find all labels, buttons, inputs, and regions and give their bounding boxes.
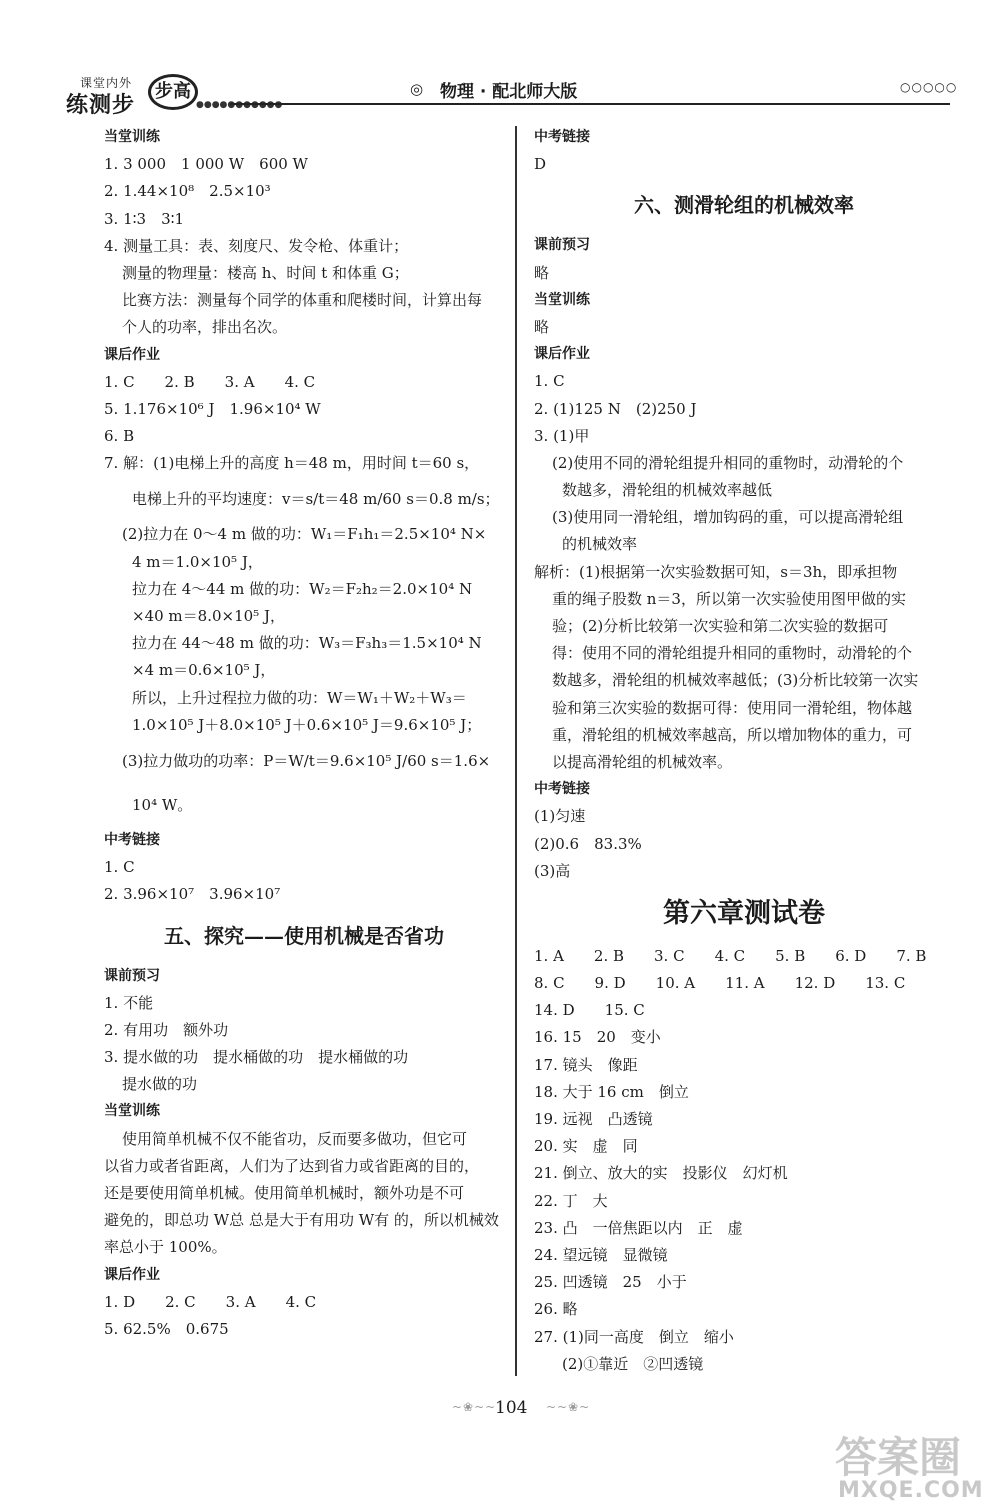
answer-line: 18. 大于 16 cm 倒立 xyxy=(534,1082,689,1101)
answer-line: 19. 远视 凸透镜 xyxy=(534,1110,653,1128)
answer-line: 6. B xyxy=(104,427,135,446)
answer-line: 25. 凹透镜 25 小于 xyxy=(534,1273,687,1292)
answer-line: 2. 3.96×10⁷ 3.96×10⁷ xyxy=(104,885,281,904)
answer-line: ×40 m＝8.0×10⁵ J， xyxy=(132,607,285,625)
answer-line: 略 xyxy=(534,263,550,282)
answer-line: 使用简单机械不仅不能省功，反而要多做功，但它可 xyxy=(122,1129,468,1148)
answer-line: (1)匀速 xyxy=(534,807,586,826)
lesson-title: 六、测滑轮组的机械效率 xyxy=(634,193,854,218)
section-heading: 当堂训练 xyxy=(104,1103,160,1120)
header-bullet-icon: ◎ xyxy=(410,80,424,98)
answer-line: 14. D 15. C xyxy=(534,1001,645,1020)
right-column xyxy=(534,124,954,1378)
answer-line: 以提高滑轮组的机械效率。 xyxy=(552,752,733,771)
section-heading: 课前预习 xyxy=(534,237,590,254)
header-rule xyxy=(230,103,950,105)
answer-line: (2)使用不同的滑轮组提升相同的重物时，动滑轮的个 xyxy=(552,453,904,472)
answer-line: 1. 3 000 1 000 W 600 W xyxy=(104,155,308,174)
answer-line: 重的绳子股数 n＝3，所以第一次实验使用图甲做的实 xyxy=(552,589,906,608)
answer-line: 避免的，即总功 W总 总是大于有用功 W有 的，所以机械效 xyxy=(104,1211,499,1230)
section-heading: 当堂训练 xyxy=(534,291,590,308)
watermark-url: MXQE.COM xyxy=(838,1478,984,1503)
page-number-ornament-left: ~❀~~ xyxy=(452,1400,497,1414)
answer-line: 1. C 2. B 3. A 4. C xyxy=(104,372,316,391)
section-heading: 课前预习 xyxy=(104,967,160,984)
section-heading: 当堂训练 xyxy=(104,129,160,145)
left-column xyxy=(104,124,504,1343)
answer-line: 24. 望远镜 显微镜 xyxy=(534,1245,668,1264)
chapter-test-title: 第六章测试卷 xyxy=(663,897,825,929)
answer-line: 拉力在 4～44 m 做的功：W₂＝F₂h₂＝2.0×10⁴ N xyxy=(132,579,473,598)
answer-line: 1.0×10⁵ J＋8.0×10⁵ J＋0.6×10⁵ J＝9.6×10⁵ J； xyxy=(132,715,482,734)
section-heading: 中考链接 xyxy=(534,129,590,145)
watermark-logo: 答案圈 xyxy=(835,1433,962,1482)
brand-small-text: 课堂内外 xyxy=(80,76,133,90)
answer-line: 1. 不能 xyxy=(104,993,154,1012)
answer-line: 4. 测量工具：表、刻度尺、发令枪、体重计； xyxy=(104,236,409,255)
header-subject: 物理 · 配北师大版 xyxy=(440,82,578,102)
answer-line: 1. C xyxy=(104,858,135,877)
answer-line: 5. 62.5% 0.675 xyxy=(104,1319,229,1338)
section-heading: 中考链接 xyxy=(534,781,590,798)
answer-line: 3. 1∶3 3∶1 xyxy=(104,209,185,228)
section-heading: 课后作业 xyxy=(104,346,160,363)
answer-line: 以省力或者省距离，人们为了达到省力或省距离的目的， xyxy=(104,1156,480,1175)
page-number-ornament-right: ~~❀~ xyxy=(546,1400,591,1414)
answer-line: 验；(2)分析比较第一次实验和第二次实验的数据可 xyxy=(552,617,889,635)
column-divider xyxy=(515,126,517,1376)
answer-line: 20. 实 虚 同 xyxy=(534,1137,638,1156)
answer-line: 16. 15 20 变小 xyxy=(534,1028,661,1047)
answer-line: 3. 提水做的功 提水桶做的功 提水桶做的功 xyxy=(104,1048,409,1067)
answer-line: 2. 1.44×10⁸ 2.5×10³ xyxy=(104,182,271,201)
answer-line: D xyxy=(534,155,547,174)
page-number: 104 xyxy=(495,1398,528,1418)
answer-line: 23. 凸 一倍焦距以内 正 虚 xyxy=(534,1218,743,1237)
answer-line: 数越多，滑轮组的机械效率越低 xyxy=(562,481,773,500)
answer-line: 21. 倒立、放大的实 投影仪 幻灯机 xyxy=(534,1164,788,1183)
brand-badge: 步高 xyxy=(148,74,198,110)
answer-line: 4 m＝1.0×10⁵ J， xyxy=(132,552,263,571)
answer-line: (2)0.6 83.3% xyxy=(534,834,642,853)
answer-line: 2. 有用功 额外功 xyxy=(104,1020,229,1039)
answer-line: 7. 解：(1)电梯上升的高度 h＝48 m，用时间 t＝60 s， xyxy=(104,454,480,473)
answer-line: ×4 m＝0.6×10⁵ J， xyxy=(132,661,276,680)
answer-line: 10⁴ W。 xyxy=(132,795,193,814)
answer-line: 27. (1)同一高度 倒立 缩小 xyxy=(534,1327,734,1346)
section-heading: 课后作业 xyxy=(104,1266,160,1283)
answer-line: (2)拉力在 0～4 m 做的功：W₁＝F₁h₁＝2.5×10⁴ N× xyxy=(122,525,487,544)
answer-line: 数越多，滑轮组的机械效率越低；(3)分析比较第一次实 xyxy=(552,671,919,690)
header-bead-ornament: ●●●●●●●●●●● xyxy=(196,100,283,110)
answer-line: 电梯上升的平均速度：v＝s/t＝48 m/60 s＝0.8 m/s； xyxy=(132,490,500,509)
lesson-title: 五、探究——使用机械是否省功 xyxy=(164,923,444,948)
answer-line: 拉力在 44～48 m 做的功：W₃＝F₃h₃＝1.5×10⁴ N xyxy=(132,634,482,653)
answer-line: 个人的功率，排出名次。 xyxy=(122,318,288,337)
answer-line: 1. D 2. C 3. A 4. C xyxy=(104,1292,317,1311)
header-dots-ornament: ○○○○○ xyxy=(900,80,958,94)
answer-line: (2)①靠近 ②凹透镜 xyxy=(562,1354,704,1373)
answer-line: 解析：(1)根据第一次实验数据可知，s＝3h，即承担物 xyxy=(534,562,898,581)
answer-line: 3. (1)甲 xyxy=(534,426,590,445)
answer-line: 2. (1)125 N (2)250 J xyxy=(534,399,697,418)
answer-line: 略 xyxy=(534,317,550,336)
answer-line: (3)拉力做功的功率：P＝W/t＝9.6×10⁵ J/60 s＝1.6× xyxy=(122,751,491,770)
answer-line: 1. C xyxy=(534,372,565,391)
answer-line: 5. 1.176×10⁶ J 1.96×10⁴ W xyxy=(104,399,321,418)
answer-line: 重，滑轮组的机械效率越高，所以增加物体的重力，可 xyxy=(552,725,913,744)
section-heading: 课后作业 xyxy=(534,346,590,363)
answer-line: 22. 丁 大 xyxy=(534,1191,608,1210)
answer-line: (3)高 xyxy=(534,861,571,880)
answer-line: 26. 略 xyxy=(534,1300,578,1319)
answer-line: 验和第三次实验的数据可得：使用同一滑轮组，物体越 xyxy=(552,698,913,717)
brand-logo-text: 练测步 xyxy=(66,93,136,118)
answer-line: 17. 镜头 像距 xyxy=(534,1055,638,1074)
answer-line: 所以，上升过程拉力做的功：W＝W₁＋W₂＋W₃＝ xyxy=(132,688,467,707)
answer-line: 比赛方法：测量每个同学的体重和爬楼时间，计算出每 xyxy=(122,291,483,310)
answer-line: 率总小于 100%。 xyxy=(104,1238,227,1257)
answer-line: 提水做的功 xyxy=(122,1075,198,1094)
answer-line: 得：使用不同的滑轮组提升相同的重物时，动滑轮的个 xyxy=(552,644,913,663)
answer-line: 1. A 2. B 3. C 4. C 5. B 6. D 7. B xyxy=(534,946,927,965)
answer-line: 8. C 9. D 10. A 11. A 12. D 13. C xyxy=(534,974,906,993)
answer-line: 的机械效率 xyxy=(562,535,638,554)
answer-line: 还是要使用简单机械。使用简单机械时，额外功是不可 xyxy=(104,1184,465,1202)
answer-line: 测量的物理量：楼高 h、时间 t 和体重 G； xyxy=(122,263,409,282)
answer-line: (3)使用同一滑轮组，增加钩码的重，可以提高滑轮组 xyxy=(552,508,904,527)
section-heading: 中考链接 xyxy=(104,831,160,848)
page-header xyxy=(0,0,1000,118)
